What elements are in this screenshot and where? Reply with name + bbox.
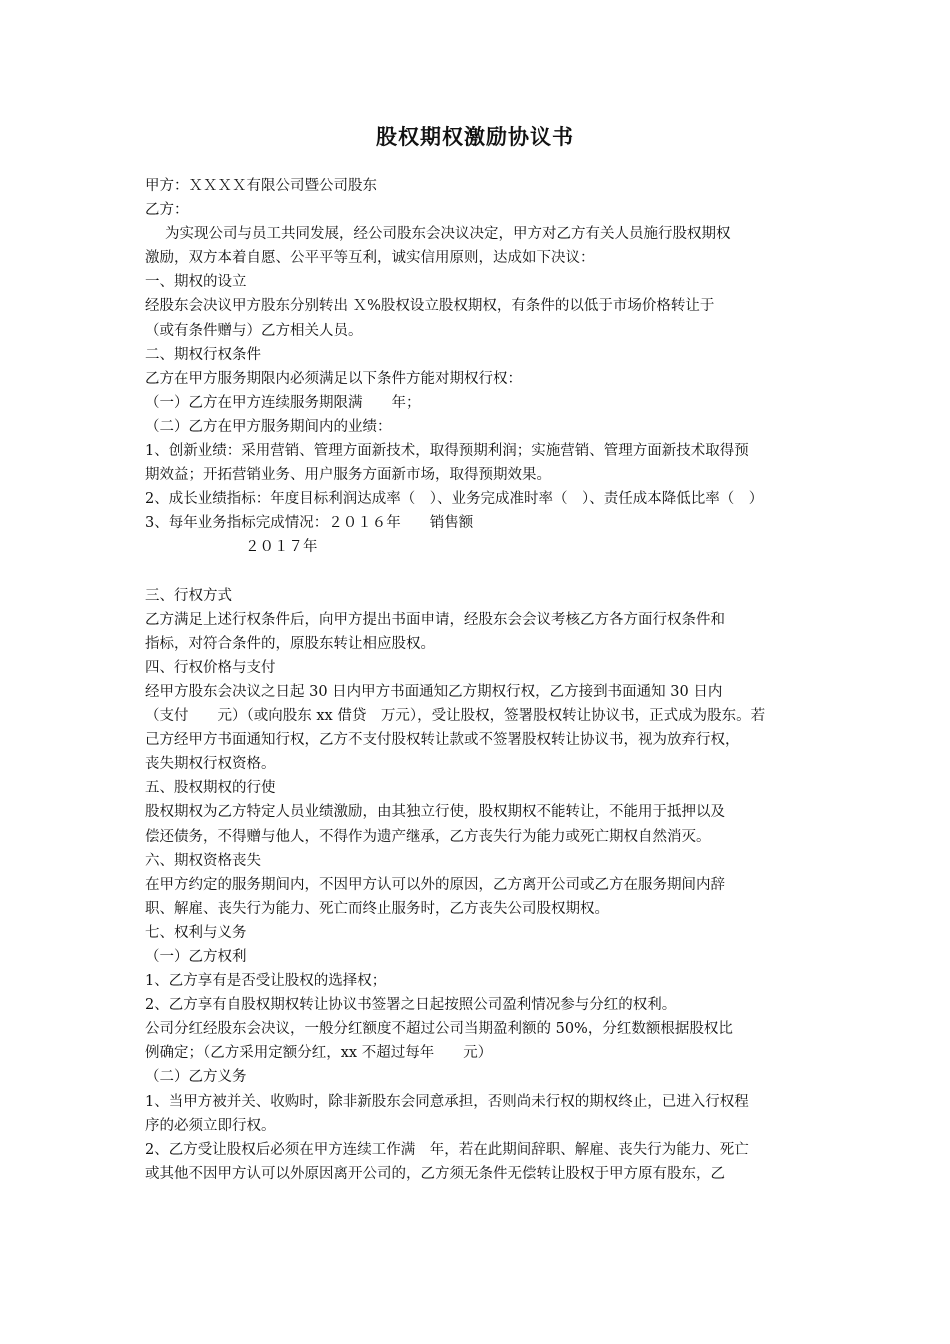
- paragraph-line: （二）乙方义务: [145, 1069, 247, 1086]
- paragraph-line: ２０１７年: [245, 539, 318, 556]
- document-body: [145, 174, 815, 1186]
- paragraph-line: 2、乙方享有自股权期权转让协议书签署之日起按照公司盈利情况参与分红的权利。: [145, 997, 677, 1014]
- paragraph-line: 2、成长业绩指标：年度目标利润达成率（ ）、业务完成准时率（ ）、责任成本降低比率（ ）: [145, 491, 764, 508]
- paragraph-line: （一）乙方在甲方连续服务期限满 年；: [145, 394, 421, 411]
- party-a-line: 甲方：ＸＸＸＸ有限公司暨公司股东: [145, 178, 377, 194]
- document-title: 股权期权激励协议书: [376, 124, 574, 149]
- paragraph-line: 公司分红经股东会决议，一般分红额度不超过公司当期盈利额的 50%，分红数额根据股权比: [145, 1021, 733, 1038]
- paragraph-line: （支付 元）（或向股东 xx 借贷 万元），受让股权，签署股权转让协议书，正式成为股东。若: [145, 708, 766, 725]
- section-heading-3: 三、行权方式: [145, 587, 232, 604]
- section-heading-5: 五、股权期权的行使: [145, 780, 276, 797]
- paragraph-line: （一）乙方权利: [145, 949, 247, 965]
- paragraph-line: 乙方满足上述行权条件后，向甲方提出书面申请，经股东会会议考核乙方各方面行权条件和: [145, 611, 725, 628]
- paragraph-line: 在甲方约定的服务期间内，不因甲方认可以外的原因，乙方离开公司或乙方在服务期间内辞: [145, 876, 725, 893]
- preamble-line-2: 激励，双方本着自愿、公平平等互利，诚实信用原则，达成如下决议：: [145, 250, 595, 267]
- paragraph-line: 股权期权为乙方特定人员业绩激励，由其独立行使，股权期权不能转让，不能用于抵押以及: [145, 804, 725, 821]
- paragraph-line: 序的必须立即行权。: [145, 1117, 276, 1134]
- paragraph-line: 经甲方股东会决议之日起 30 日内甲方书面通知乙方期权行权，乙方接到书面通知 30 日内: [145, 683, 723, 700]
- section-heading-4: 四、行权价格与支付: [145, 659, 276, 676]
- paragraph-line: 1、当甲方被并关、收购时，除非新股东会同意承担，否则尚未行权的期权终止，已进入行权程: [145, 1093, 749, 1110]
- party-b-line: 乙方：: [145, 202, 189, 219]
- paragraph-line: 偿还债务，不得赠与他人，不得作为遗产继承，乙方丧失行为能力或死亡期权自然消灭。: [145, 828, 711, 845]
- section-heading-1: 一、期权的设立: [145, 274, 247, 291]
- paragraph-line: 指标，对符合条件的，原股东转让相应股权。: [145, 635, 435, 652]
- paragraph-line: （二）乙方在甲方服务期间内的业绩：: [145, 418, 392, 435]
- paragraph-line: 3、每年业务指标完成情况：２０１６年 销售额: [145, 515, 474, 532]
- paragraph-line: 2、乙方受让股权后必须在甲方连续工作满 年，若在此期间辞职、解雇、丧失行为能力、死亡: [145, 1141, 749, 1158]
- paragraph-line: 例确定；（乙方采用定额分红，xx 不超过每年 元）: [145, 1045, 493, 1062]
- paragraph-line: 1、乙方享有是否受让股权的选择权；: [145, 973, 387, 990]
- paragraph-line: 1、创新业绩：采用营销、管理方面新技术，取得预期利润；实施营销、管理方面新技术取得预: [145, 443, 749, 460]
- section-heading-2: 二、期权行权条件: [145, 346, 261, 363]
- paragraph-line: 己方经甲方书面通知行权，乙方不支付股权转让款或不签署股权转让协议书，视为放弃行权，: [145, 732, 740, 749]
- paragraph-line: 或其他不因甲方认可以外原因离开公司的，乙方须无条件无偿转让股权于甲方原有股东，乙: [145, 1165, 725, 1182]
- paragraph-line: 丧失期权行权资格。: [145, 756, 276, 773]
- paragraph-line: （或有条件赠与）乙方相关人员。: [145, 322, 363, 339]
- preamble-line-1: 为实现公司与员工共同发展，经公司股东会决议决定，甲方对乙方有关人员施行股权期权: [165, 226, 731, 243]
- paragraph-line: 职、解雇、丧失行为能力、死亡而终止服务时，乙方丧失公司股权期权。: [145, 900, 609, 917]
- blank-line: [145, 560, 815, 584]
- section-heading-7: 七、权利与义务: [145, 924, 247, 941]
- paragraph-line: 经股东会决议甲方股东分别转出 Ｘ%股权设立股权期权，有条件的以低于市场价格转让于: [145, 298, 715, 315]
- paragraph-line: 乙方在甲方服务期限内必须满足以下条件方能对期权行权：: [145, 370, 522, 387]
- paragraph-line: 期效益；开拓营销业务、用户服务方面新市场，取得预期效果。: [145, 467, 551, 484]
- section-heading-6: 六、期权资格丧失: [145, 852, 261, 869]
